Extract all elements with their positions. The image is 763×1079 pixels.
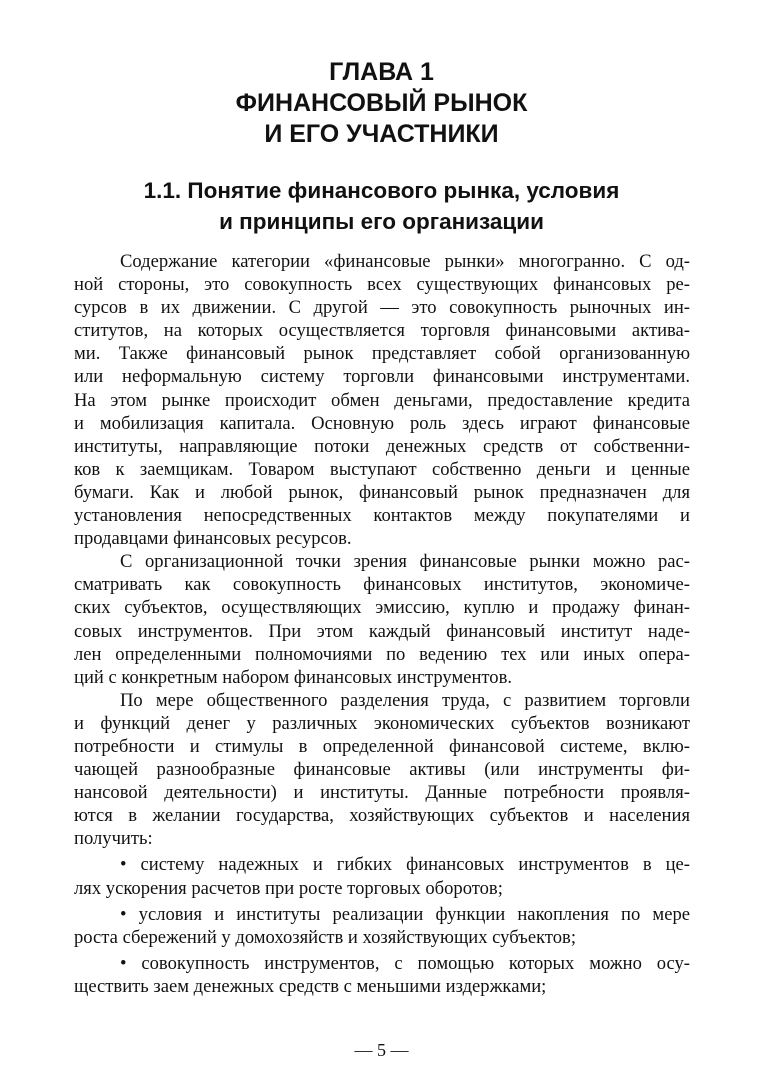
text-line: ются в желании государства, хозяйствующих субъектов и населения <box>74 805 690 827</box>
text-line: сматривать как совокупность финансовых институтов, экономиче- <box>74 574 690 596</box>
paragraph-2 <box>74 550 690 689</box>
text-line: ми. Также финансовый рынок представляет собой организованную <box>74 343 690 365</box>
chapter-title-line-2: И ЕГО УЧАСТНИКИ <box>264 120 499 148</box>
text-line: институты, направляющие потоки денежных средств от собственни- <box>74 435 690 457</box>
paragraph-3 <box>74 689 690 851</box>
text-line: лен определенными полномочиями по ведению тех или иных опера- <box>74 643 690 665</box>
chapter-title-line-1: ФИНАНСОВЫЙ РЫНОК <box>235 89 528 117</box>
text-line: ной стороны, это совокупность всех существующих финансовых ре- <box>74 274 690 296</box>
text-line: На этом рынке происходит обмен деньгами, предоставление кредита <box>74 389 690 411</box>
text-line: установления непосредственных контактов между покупателями и <box>74 505 690 527</box>
text-line: чающей разнообразные финансовые активы (или инструменты фи- <box>74 759 690 781</box>
section-title-line-2: и принципы его организации <box>219 209 544 234</box>
page-number: — 5 — <box>354 1040 409 1060</box>
text-line: потребности и стимулы в определенной финансовой системе, вклю- <box>74 735 690 757</box>
section-title-line-1: 1.1. Понятие финансового рынка, условия <box>143 178 620 203</box>
text-line: ских субъектов, осуществляющих эмиссию, куплю и продажу финан- <box>74 597 690 619</box>
text-line: или неформальную систему торговли финансовыми инструментами. <box>74 366 690 388</box>
text-line: ститутов, на которых осуществляется торговля финансовыми актива- <box>74 320 690 342</box>
text-line: сурсов в их движении. С другой — это совокупность рыночных ин- <box>74 297 690 319</box>
text-line: продавцами финансовых ресурсов. <box>74 528 352 550</box>
chapter-number: ГЛАВА 1 <box>329 58 434 86</box>
text-line: роста сбережений у домохозяйств и хозяйствующих субъектов; <box>74 926 576 948</box>
chapter-heading <box>0 57 763 150</box>
text-line: нансовой деятельности) и институты. Данные потребности проявля- <box>74 782 690 804</box>
bullet-item-3 <box>74 952 690 998</box>
text-line: Содержание категории «финансовые рынки» многогранно. С од- <box>120 251 690 272</box>
text-line: получить: <box>74 828 153 850</box>
body-text <box>74 250 690 998</box>
bullet-item-1 <box>74 853 690 899</box>
paragraph-1 <box>74 250 690 550</box>
text-line: По мере общественного разделения труда, с развитием торговли <box>120 689 690 711</box>
bullet-item-2 <box>74 903 690 949</box>
text-line: • совокупность инструментов, с помощью которых можно осу- <box>120 952 690 974</box>
text-line: ков к заемщикам. Товаром выступают собственно деньги и ценные <box>74 458 690 480</box>
text-line: бумаги. Как и любой рынок, финансовый рынок предназначен для <box>74 481 690 503</box>
text-line: • условия и институты реализации функции накопления по мере <box>120 903 690 925</box>
text-line: С организационной точки зрения финансовые рынки можно рас- <box>120 551 690 573</box>
text-line: совых инструментов. При этом каждый финансовый институт наде- <box>74 620 690 642</box>
text-line: ций с конкретным набором финансовых инструментов. <box>74 666 513 688</box>
text-line: и функций денег у различных экономических субъектов возникают <box>74 712 690 734</box>
text-line: лях ускорения расчетов при росте торговых оборотов; <box>74 877 503 899</box>
text-line: ществить заем денежных средств с меньшими издержками; <box>74 975 547 997</box>
text-line: • систему надежных и гибких финансовых инструментов в це- <box>120 854 690 876</box>
section-heading <box>0 175 763 237</box>
text-line: и мобилизация капитала. Основную роль здесь играют финансовые <box>74 412 690 434</box>
